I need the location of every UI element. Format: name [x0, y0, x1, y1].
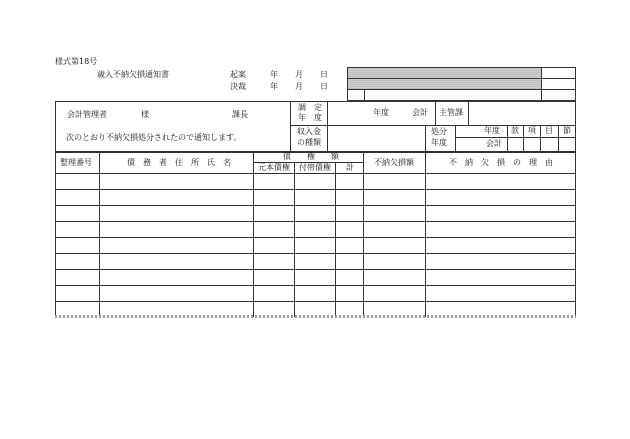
row-rule-1 [55, 189, 576, 190]
accountant-label: 会計管理者 [67, 110, 107, 119]
decision-label: 決裁 [230, 82, 246, 91]
table-col-4 [335, 162, 336, 317]
form-title: 歳入不納欠損通知書 [97, 70, 169, 79]
budget-moku: 目 [545, 126, 553, 135]
budget-kan: 款 [511, 126, 519, 135]
table-col-6 [425, 152, 426, 317]
col-incidental-header: 付帯債権 [299, 163, 331, 172]
row-rule-6 [55, 269, 576, 270]
form-number: 様式第18号 [55, 57, 98, 66]
row-rule-2 [55, 205, 576, 206]
budget-col-4 [558, 125, 559, 152]
col-reason-header: 不 納 欠 損 の 理 由 [449, 158, 553, 167]
table-frame [55, 152, 576, 317]
assessment-label-1: 調 定 [298, 103, 322, 112]
header-col-b [327, 101, 328, 152]
table-col-3 [294, 162, 295, 317]
draft-year-unit: 年 [270, 70, 278, 79]
table-col-2 [253, 152, 254, 317]
col-total-header: 計 [346, 163, 354, 172]
notice-text: 次のとおり不納欠損処分されたので通知します。 [66, 133, 242, 142]
table-col-5 [363, 152, 364, 317]
header-col-c [435, 101, 436, 125]
decision-year-unit: 年 [270, 82, 278, 91]
draft-label: 起案 [230, 70, 246, 79]
draft-month-unit: 月 [295, 70, 303, 79]
header-col-a [290, 101, 291, 152]
disposal-label-2: 年度 [431, 138, 447, 147]
revenue-type-label-1: 収入金 [297, 127, 321, 136]
stamp-small-cell [347, 89, 365, 101]
budget-account: 会計 [486, 139, 502, 148]
col-claim-header: 債 権 額 [283, 152, 339, 161]
decision-month-unit: 月 [295, 82, 303, 91]
row-rule-5 [55, 253, 576, 254]
budget-col-3 [540, 125, 541, 152]
disposal-label-1: 処分 [431, 127, 447, 136]
col-number-header: 整理番号 [60, 158, 92, 167]
decision-day-unit: 日 [320, 82, 328, 91]
row-rule-7 [55, 285, 576, 286]
draft-day-unit: 日 [320, 70, 328, 79]
header-col-d [468, 101, 469, 125]
row-rule-4 [55, 237, 576, 238]
account-label: 会計 [412, 108, 428, 117]
budget-col-2 [523, 125, 524, 152]
section-chief-label: 課長 [232, 110, 248, 119]
budget-year: 年度 [484, 126, 500, 135]
header-row-rule [55, 173, 576, 174]
col-loss-header: 不納欠損額 [374, 158, 414, 167]
assessment-label-2: 年 度 [298, 113, 322, 122]
row-rule-8 [55, 301, 576, 302]
budget-setsu: 節 [563, 126, 571, 135]
honorific: 様 [141, 110, 149, 119]
table-col-1 [99, 152, 100, 317]
header-col-f [455, 125, 456, 152]
torn-bottom-edge [55, 315, 576, 318]
main-section-label: 主管課 [439, 108, 463, 117]
fiscal-year-label: 年度 [373, 108, 389, 117]
col-debtor-header: 債 務 者 住 所 氏 名 [127, 158, 231, 167]
budget-kou: 項 [528, 126, 536, 135]
revenue-type-label-2: の種類 [297, 138, 321, 147]
row-rule-3 [55, 221, 576, 222]
col-principal-header: 元本債権 [258, 163, 290, 172]
budget-col-1 [507, 125, 508, 152]
stamp-col-1 [541, 67, 542, 101]
header-col-e [425, 125, 426, 152]
